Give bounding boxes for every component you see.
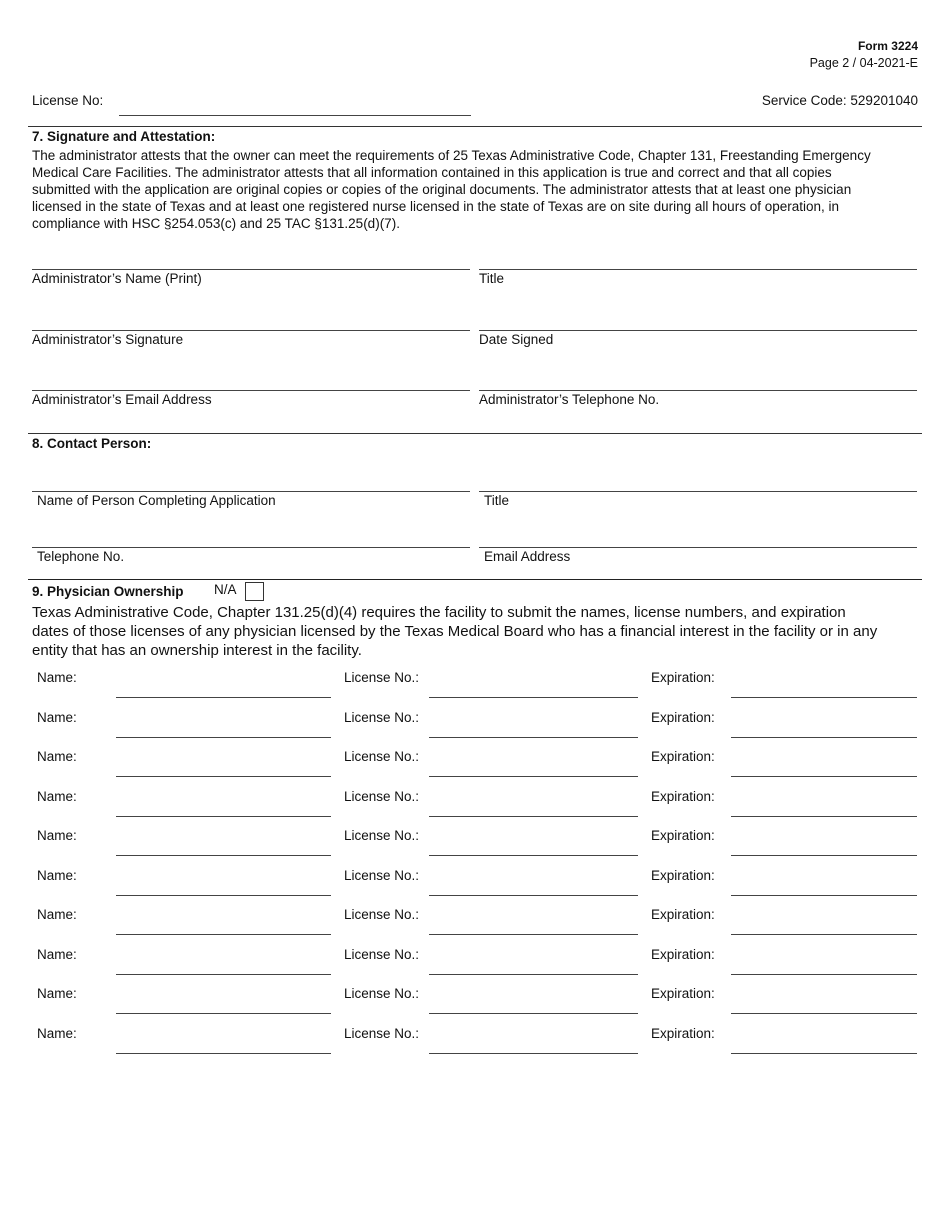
expiration-input[interactable] xyxy=(731,995,917,1012)
expiration-label: Expiration: xyxy=(651,868,715,883)
name-underline xyxy=(116,934,331,935)
name-input[interactable] xyxy=(116,798,331,815)
name-label: Name: xyxy=(37,1026,77,1041)
expiration-label: Expiration: xyxy=(651,749,715,764)
license-underline xyxy=(429,697,638,698)
license-input[interactable] xyxy=(429,1035,638,1052)
expiration-input[interactable] xyxy=(731,679,917,696)
license-label: License No.: xyxy=(344,986,420,1001)
name-underline xyxy=(116,816,331,817)
contact-email-label: Email Address xyxy=(484,549,571,564)
admin-phone-label: Administrator’s Telephone No. xyxy=(479,392,660,407)
divider xyxy=(28,433,922,434)
license-no-label: License No: xyxy=(32,93,104,108)
paragraph-line: dates of those licenses of any physician licensed by the Texas Medical Board who has a financial interest in the facility or in any xyxy=(32,623,878,640)
admin-name-input[interactable] xyxy=(32,250,470,268)
name-input[interactable] xyxy=(116,1035,331,1052)
na-label: N/A xyxy=(214,582,237,597)
license-underline xyxy=(429,855,638,856)
license-input[interactable] xyxy=(429,916,638,933)
license-no-underline xyxy=(119,115,471,116)
paragraph-line: entity that has an ownership interest in the facility. xyxy=(32,642,362,659)
license-underline xyxy=(429,895,638,896)
name-underline xyxy=(116,974,331,975)
contact-email-input[interactable] xyxy=(479,528,917,546)
expiration-underline xyxy=(731,855,917,856)
license-label: License No.: xyxy=(344,828,420,843)
admin-signature-input[interactable] xyxy=(32,311,470,329)
admin-signature-line xyxy=(32,330,470,331)
expiration-underline xyxy=(731,816,917,817)
license-input[interactable] xyxy=(429,995,638,1012)
divider xyxy=(28,579,922,580)
expiration-input[interactable] xyxy=(731,758,917,775)
name-label: Name: xyxy=(37,789,77,804)
expiration-input[interactable] xyxy=(731,956,917,973)
license-label: License No.: xyxy=(344,789,420,804)
section-8-title: 8. Contact Person: xyxy=(32,436,152,451)
expiration-input[interactable] xyxy=(731,1035,917,1052)
name-label: Name: xyxy=(37,828,77,843)
form-number: Form 3224 xyxy=(857,39,918,53)
name-label: Name: xyxy=(37,670,77,685)
license-input[interactable] xyxy=(429,877,638,894)
date-signed-input[interactable] xyxy=(479,311,917,329)
expiration-label: Expiration: xyxy=(651,1026,715,1041)
completer-name-line xyxy=(32,491,470,492)
expiration-underline xyxy=(731,1053,917,1054)
license-label: License No.: xyxy=(344,710,420,725)
name-label: Name: xyxy=(37,947,77,962)
license-underline xyxy=(429,1013,638,1014)
contact-title-line xyxy=(479,491,917,492)
name-input[interactable] xyxy=(116,679,331,696)
license-input[interactable] xyxy=(429,956,638,973)
section-7-paragraph xyxy=(32,147,922,232)
name-underline xyxy=(116,1053,331,1054)
contact-email-line xyxy=(479,547,917,548)
section-9-paragraph xyxy=(32,603,922,660)
name-input[interactable] xyxy=(116,877,331,894)
expiration-underline xyxy=(731,776,917,777)
admin-phone-input[interactable] xyxy=(479,371,917,389)
section-7-title: 7. Signature and Attestation: xyxy=(32,129,216,144)
license-input[interactable] xyxy=(429,719,638,736)
expiration-input[interactable] xyxy=(731,798,917,815)
expiration-underline xyxy=(731,895,917,896)
name-underline xyxy=(116,737,331,738)
expiration-label: Expiration: xyxy=(651,828,715,843)
paragraph-line: The administrator attests that the owner can meet the requirements of 25 Texas Administrative Code, Chapter 131, Freestanding Emergency xyxy=(32,148,871,163)
expiration-label: Expiration: xyxy=(651,670,715,685)
expiration-label: Expiration: xyxy=(651,789,715,804)
name-input[interactable] xyxy=(116,758,331,775)
license-label: License No.: xyxy=(344,868,420,883)
completer-name-input[interactable] xyxy=(32,472,470,490)
contact-telephone-label: Telephone No. xyxy=(37,549,125,564)
license-input[interactable] xyxy=(429,679,638,696)
page-info: Page 2 / 04-2021-E xyxy=(809,56,918,70)
name-label: Name: xyxy=(37,907,77,922)
expiration-underline xyxy=(731,1013,917,1014)
name-label: Name: xyxy=(37,749,77,764)
expiration-input[interactable] xyxy=(731,837,917,854)
name-underline xyxy=(116,1013,331,1014)
license-input[interactable] xyxy=(429,758,638,775)
name-input[interactable] xyxy=(116,837,331,854)
name-underline xyxy=(116,776,331,777)
admin-name-line xyxy=(32,269,470,270)
expiration-label: Expiration: xyxy=(651,710,715,725)
license-label: License No.: xyxy=(344,907,420,922)
license-input[interactable] xyxy=(429,837,638,854)
paragraph-line: compliance with HSC §254.053(c) and 25 TAC §131.25(d)(7). xyxy=(32,216,400,231)
date-signed-line xyxy=(479,330,917,331)
admin-title-label: Title xyxy=(479,271,505,286)
admin-email-line xyxy=(32,390,470,391)
expiration-underline xyxy=(731,697,917,698)
license-label: License No.: xyxy=(344,947,420,962)
service-code: Service Code: 529201040 xyxy=(761,93,918,108)
expiration-underline xyxy=(731,934,917,935)
license-underline xyxy=(429,737,638,738)
license-underline xyxy=(429,776,638,777)
date-signed-label: Date Signed xyxy=(479,332,554,347)
name-label: Name: xyxy=(37,868,77,883)
expiration-underline xyxy=(731,737,917,738)
paragraph-line: licensed in the state of Texas and at least one registered nurse licensed in the state of Texas are on site during all hours of operation, in xyxy=(32,199,840,214)
paragraph-line: Medical Care Facilities. The administrator attests that all information contained in this application is true and correct and that all copies xyxy=(32,165,832,180)
admin-title-input[interactable] xyxy=(479,250,917,268)
name-underline xyxy=(116,697,331,698)
name-label: Name: xyxy=(37,710,77,725)
admin-email-input[interactable] xyxy=(32,371,470,389)
name-input[interactable] xyxy=(116,956,331,973)
contact-title-input[interactable] xyxy=(479,472,917,490)
divider xyxy=(28,126,922,127)
admin-title-line xyxy=(479,269,917,270)
expiration-label: Expiration: xyxy=(651,907,715,922)
license-input[interactable] xyxy=(429,798,638,815)
expiration-label: Expiration: xyxy=(651,986,715,1001)
admin-phone-line xyxy=(479,390,917,391)
license-underline xyxy=(429,974,638,975)
expiration-input[interactable] xyxy=(731,916,917,933)
section-9-title: 9. Physician Ownership xyxy=(32,584,184,599)
contact-telephone-line xyxy=(32,547,470,548)
name-label: Name: xyxy=(37,986,77,1001)
paragraph-line: submitted with the application are original copies or copies of the original documents. The administrator attests that at least one physician xyxy=(32,182,852,197)
completer-name-label: Name of Person Completing Application xyxy=(37,493,276,508)
name-input[interactable] xyxy=(116,995,331,1012)
name-underline xyxy=(116,895,331,896)
expiration-input[interactable] xyxy=(731,719,917,736)
license-underline xyxy=(429,934,638,935)
admin-name-label: Administrator’s Name (Print) xyxy=(32,271,202,286)
license-no-input[interactable] xyxy=(122,98,467,114)
license-underline xyxy=(429,1053,638,1054)
admin-signature-label: Administrator’s Signature xyxy=(32,332,184,347)
name-input[interactable] xyxy=(116,916,331,933)
expiration-underline xyxy=(731,974,917,975)
name-underline xyxy=(116,855,331,856)
expiration-label: Expiration: xyxy=(651,947,715,962)
na-checkbox[interactable] xyxy=(245,582,264,601)
name-input[interactable] xyxy=(116,719,331,736)
contact-title-label: Title xyxy=(484,493,510,508)
paragraph-line: Texas Administrative Code, Chapter 131.25(d)(4) requires the facility to submit the names, license numbers, and expiration xyxy=(32,604,846,621)
admin-email-label: Administrator’s Email Address xyxy=(32,392,212,407)
license-label: License No.: xyxy=(344,670,420,685)
license-label: License No.: xyxy=(344,749,420,764)
license-label: License No.: xyxy=(344,1026,420,1041)
expiration-input[interactable] xyxy=(731,877,917,894)
license-underline xyxy=(429,816,638,817)
contact-telephone-input[interactable] xyxy=(32,528,470,546)
